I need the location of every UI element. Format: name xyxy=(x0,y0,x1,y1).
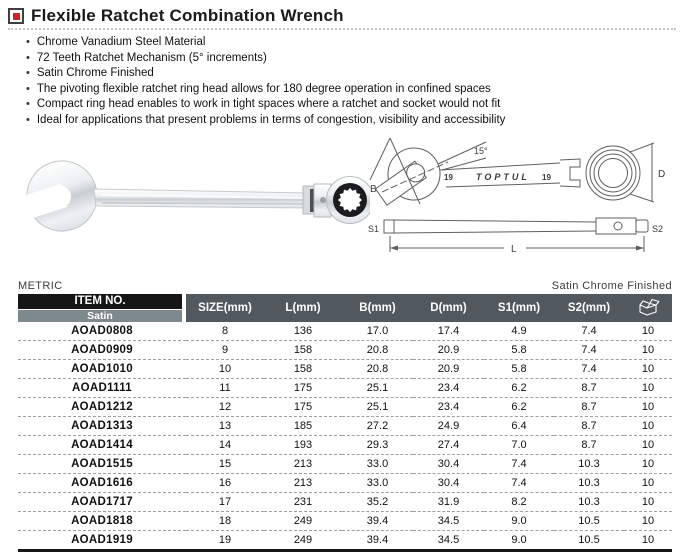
column-header-qty xyxy=(624,294,672,322)
cell-qty: 10 xyxy=(624,493,672,512)
table-body xyxy=(18,322,672,551)
cell-b: 20.8 xyxy=(342,360,413,379)
cell-l: 193 xyxy=(264,436,342,455)
feature-text: Chrome Vanadium Steel Material xyxy=(36,36,206,48)
cell-item-no: AOAD1313 xyxy=(18,417,186,436)
cell-l: 249 xyxy=(264,531,342,551)
cell-l: 231 xyxy=(264,493,342,512)
cell-s2: 7.4 xyxy=(554,360,624,379)
cell-qty: 10 xyxy=(624,474,672,493)
angle-indicator xyxy=(438,142,488,170)
table-row xyxy=(18,512,672,531)
cell-s2: 10.3 xyxy=(554,474,624,493)
cell-s1: 9.0 xyxy=(484,531,554,551)
cell-s1: 6.2 xyxy=(484,379,554,398)
cell-item-no: AOAD1111 xyxy=(18,379,186,398)
cell-b: 35.2 xyxy=(342,493,413,512)
cell-d: 23.4 xyxy=(413,398,484,417)
item-no-header: ITEM NO. xyxy=(18,294,182,309)
cell-d: 30.4 xyxy=(413,455,484,474)
column-header-s1: S1(mm) xyxy=(484,294,554,322)
feature-list xyxy=(26,35,690,128)
cell-item-no: AOAD1919 xyxy=(18,531,186,551)
brand-stamp: TOPTUL xyxy=(476,172,530,182)
bullet-icon xyxy=(26,113,30,129)
cell-size: 11 xyxy=(186,379,264,398)
cell-s1: 7.4 xyxy=(484,455,554,474)
metric-label: METRIC xyxy=(18,280,63,292)
cell-s1: 4.9 xyxy=(511,325,527,337)
cell-s2: 8.7 xyxy=(554,379,624,398)
cell-l: 213 xyxy=(264,474,342,493)
cell-size: 18 xyxy=(186,512,264,531)
size-stamp-left: 19 xyxy=(444,173,453,182)
bullet-icon xyxy=(26,66,30,82)
column-header-s2: S2(mm) xyxy=(554,294,624,322)
feature-text: The pivoting flexible ratchet ring head allows for 180 degree operation in confined spaces xyxy=(36,82,491,95)
cell-s1: 7.4 xyxy=(484,474,554,493)
cell-s2: 8.7 xyxy=(554,436,624,455)
table-row xyxy=(18,531,672,551)
cell-size: 19 xyxy=(186,531,264,551)
cell-d: 27.4 xyxy=(413,436,484,455)
cell-s2: 10.5 xyxy=(554,531,624,551)
cell-s2: 8.7 xyxy=(554,398,624,417)
wrench-photo xyxy=(10,144,370,249)
cell-qty: 10 xyxy=(624,531,672,551)
cell-l: 175 xyxy=(264,379,342,398)
table-row xyxy=(18,436,672,455)
size-stamp-right: 19 xyxy=(542,173,551,182)
cell-b: 17.0 xyxy=(366,325,389,337)
spec-table xyxy=(18,294,672,552)
cell-size: 10 xyxy=(186,360,264,379)
cell-d: 24.9 xyxy=(413,417,484,436)
table-row xyxy=(18,493,672,512)
cell-d: 30.4 xyxy=(413,474,484,493)
dim-b-label: B xyxy=(370,184,377,195)
cell-d: 34.5 xyxy=(413,512,484,531)
cell-s1: 6.2 xyxy=(484,398,554,417)
cell-size: 9 xyxy=(186,341,264,360)
cell-b: 25.1 xyxy=(342,379,413,398)
cell-s1: 6.4 xyxy=(484,417,554,436)
catalog-page xyxy=(0,6,690,552)
red-square-icon xyxy=(8,8,24,24)
cell-s2: 10.3 xyxy=(554,493,624,512)
cell-s1: 5.8 xyxy=(484,341,554,360)
cell-size: 16 xyxy=(186,474,264,493)
cell-size: 12 xyxy=(186,398,264,417)
column-header-d: D(mm) xyxy=(413,294,484,322)
cell-s2: 10.3 xyxy=(554,455,624,474)
table-row xyxy=(18,379,672,398)
feature-item xyxy=(26,97,690,113)
cell-size: 14 xyxy=(186,436,264,455)
drawing-ring xyxy=(586,146,640,200)
feature-item xyxy=(26,35,690,51)
cell-l: 249 xyxy=(264,512,342,531)
cell-l: 175 xyxy=(264,398,342,417)
table-row xyxy=(18,398,672,417)
feature-text: 72 Teeth Ratchet Mechanism (5° increments) xyxy=(36,51,267,64)
cell-qty: 10 xyxy=(624,379,672,398)
cell-qty: 10 xyxy=(624,360,672,379)
cell-l: 136 xyxy=(293,325,313,337)
cell-qty: 10 xyxy=(641,325,655,337)
cell-size: 15 xyxy=(186,455,264,474)
cell-s2: 7.4 xyxy=(554,341,624,360)
cell-b: 25.1 xyxy=(342,398,413,417)
cell-d: 20.9 xyxy=(413,360,484,379)
cell-b: 33.0 xyxy=(342,455,413,474)
table-row xyxy=(18,474,672,493)
page-title: Flexible Ratchet Combination Wrench xyxy=(31,6,344,25)
table-row xyxy=(18,322,672,341)
item-no-subheader: Satin xyxy=(18,310,182,322)
cell-item-no: AOAD1818 xyxy=(18,512,186,531)
cell-s2: 8.7 xyxy=(554,417,624,436)
cell-item-no: AOAD1010 xyxy=(18,360,186,379)
cell-s1: 5.8 xyxy=(484,360,554,379)
cell-b: 20.8 xyxy=(342,341,413,360)
dim-l xyxy=(390,236,644,255)
feature-item xyxy=(26,82,690,98)
column-header-b: B(mm) xyxy=(342,294,413,322)
cell-item-no: AOAD0909 xyxy=(18,341,186,360)
dim-l-label: L xyxy=(511,244,517,255)
drawing-shaft xyxy=(440,163,560,187)
cell-size: 8 xyxy=(221,325,229,337)
side-profile xyxy=(368,218,663,234)
cell-item-no: AOAD1515 xyxy=(18,455,186,474)
dim-s1-label: S1 xyxy=(368,224,380,234)
angle-label: 15° xyxy=(474,146,488,156)
cell-size: 13 xyxy=(186,417,264,436)
cell-s1: 9.0 xyxy=(484,512,554,531)
cell-d: 17.4 xyxy=(437,325,460,337)
table-row xyxy=(18,360,672,379)
technical-drawing xyxy=(368,130,688,262)
cell-qty: 10 xyxy=(624,398,672,417)
cell-item-no: AOAD0808 xyxy=(71,325,133,337)
cell-l: 158 xyxy=(264,341,342,360)
cell-b: 33.0 xyxy=(342,474,413,493)
drawing-open-end xyxy=(368,138,450,218)
table-row xyxy=(18,417,672,436)
dim-s2-label: S2 xyxy=(652,224,664,234)
cell-b: 29.3 xyxy=(342,436,413,455)
cell-l: 185 xyxy=(264,417,342,436)
feature-text: Compact ring head enables to work in tight spaces where a ratchet and socket would not fit xyxy=(36,98,501,110)
dim-d-label: D xyxy=(658,169,666,180)
cell-qty: 10 xyxy=(624,436,672,455)
cell-qty: 10 xyxy=(624,455,672,474)
table-row xyxy=(18,341,672,360)
cell-size: 17 xyxy=(186,493,264,512)
cell-b: 39.4 xyxy=(342,531,413,551)
column-header-size: SIZE(mm) xyxy=(186,294,264,322)
open-end-head xyxy=(10,152,106,247)
carton-box-icon xyxy=(636,297,660,316)
bullet-icon xyxy=(26,35,30,51)
cell-l: 213 xyxy=(264,455,342,474)
cell-d: 34.5 xyxy=(413,531,484,551)
cell-qty: 10 xyxy=(624,417,672,436)
cell-s2: 10.5 xyxy=(554,512,624,531)
finish-label: Satin Chrome Finished xyxy=(551,280,672,292)
bullet-icon xyxy=(26,82,30,98)
cell-s1: 8.2 xyxy=(484,493,554,512)
item-no-header-cell xyxy=(18,294,186,322)
bullet-icon xyxy=(26,97,30,113)
table-meta-row xyxy=(18,280,672,292)
cell-d: 31.9 xyxy=(413,493,484,512)
cell-qty: 10 xyxy=(624,341,672,360)
cell-item-no: AOAD1212 xyxy=(18,398,186,417)
feature-item xyxy=(26,66,690,82)
cell-l: 158 xyxy=(264,360,342,379)
drawing-fork xyxy=(560,159,580,187)
title-row xyxy=(8,6,676,30)
cell-qty: 10 xyxy=(624,512,672,531)
table-row xyxy=(18,455,672,474)
column-header-l: L(mm) xyxy=(264,294,342,322)
table-header-row xyxy=(18,294,672,322)
product-area xyxy=(0,128,690,280)
ratchet-ring-head xyxy=(327,177,371,224)
cell-item-no: AOAD1616 xyxy=(18,474,186,493)
feature-item xyxy=(26,113,690,129)
cell-s2: 7.4 xyxy=(581,325,597,337)
feature-item xyxy=(26,51,690,67)
cell-b: 39.4 xyxy=(342,512,413,531)
feature-text: Ideal for applications that present problems in terms of congestion, visibility and accessibility xyxy=(36,113,506,126)
bullet-icon xyxy=(26,51,30,67)
cell-item-no: AOAD1414 xyxy=(18,436,186,455)
cell-b: 27.2 xyxy=(342,417,413,436)
cell-s1: 7.0 xyxy=(484,436,554,455)
cell-item-no: AOAD1717 xyxy=(18,493,186,512)
cell-d: 23.4 xyxy=(413,379,484,398)
dim-d xyxy=(630,143,665,202)
feature-text: Satin Chrome Finished xyxy=(36,67,154,79)
cell-d: 20.9 xyxy=(413,341,484,360)
